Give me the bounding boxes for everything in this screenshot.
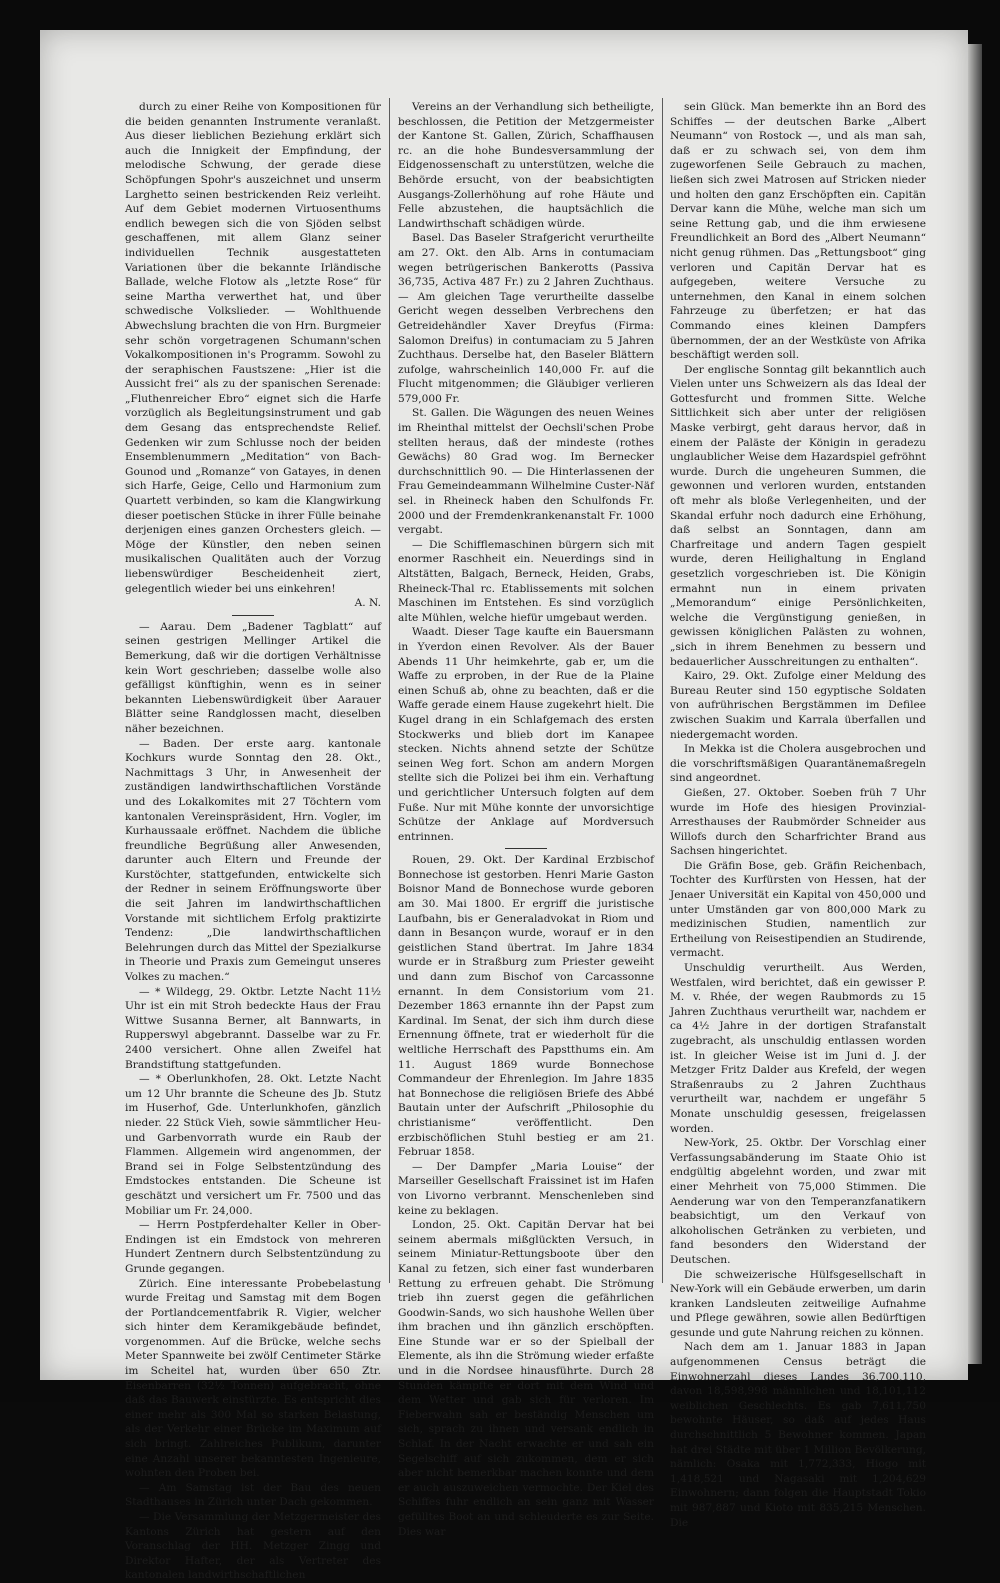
paragraph: — Baden. Der erste aarg. kantonale Kochkurs wurde Sonntag den 28. Okt., Nachmittags 3 Uhr, in Anwesenheit der zuständigen landwirthschaftlichen Vorstände und des Lokalkomites mit 27 Töchtern vom kantonalen Vereinspräsident, Hrn. Vogler, im Kurhaussaale eröffnet. Nachdem die übliche freundliche Begrüßung aller Anwesenden, darunter auch Eltern und Freunde der Kurstöchter, stattgefunden, entwickelte sich der Redner in seinem Eröffnungsworte über die seit Jahren im landwirthschaftlichen Vorstande mit sichtlichem Erfolg praktizirte Tendenz: „Die landwirthschaftlichen Belehrungen durch das Mittel der Spezialkurse in Theorie und Praxis zum Gemeingut unseres Volkes zu machen.“ [125,737,381,984]
paragraph: Rouen, 29. Okt. Der Kardinal Erzbischof Bonnechose ist gestorben. Henri Marie Gaston Boisnor Mand de Bonnechose wurde geboren am 30. Mai 1800. Er ergriff die juristische Laufbahn, bis er Generaladvokat in Riom und dann in Besançon wurde, worauf er in den geistlichen Stand übertrat. Im Jahre 1834 wurde er in Straßburg zum Priester geweiht und dann zum Bischof von Carcassonne ernannt. In dem Consistorium vom 21. Dezember 1863 ernannte ihn der Papst zum Kardinal. Im Senat, der sich ihm durch diese Ernennung öffnete, trat er wiederholt für die weltliche Herrschaft des Papstthums ein. Am 11. August 1869 wurde Bonnechose Commandeur der Ehrenlegion. Im Jahre 1835 hat Bonnechose die religiösen Briefe des Abbé Bautain unter der Aufschrift „Philosophie du christianisme“ veröffentlicht. Den erzbischöflichen Stuhl bestieg er am 21. Februar 1858. [398,854,654,1159]
paragraph: — Der Dampfer „Maria Louise“ der Marseiller Gesellschaft Fraissinet ist im Hafen von Livorno verbrannt. Menschenleben sind keine zu beklagen. [398,1160,654,1217]
paragraph: St. Gallen. Die Wägungen des neuen Weines im Rheinthal mittelst der Oechsli'schen Probe stellten heraus, daß der mindeste (rothes Gewächs) 80 Grad wog. Im Bernecker durchschnittlich 90. — Die Hinterlassenen der Frau Gemeindeammann Wilhelmine Custer-Näf sel. in Rheineck haben den Schulfonds Fr. 2000 und der Fremdenkrankenanstalt Fr. 1000 vergabt. [398,407,654,537]
separator [232,615,274,616]
paragraph: — Am Samstag ist der Bau des neuen Stadthauses in Zürich unter Dach gekommen. [125,1481,381,1509]
paragraph: Zürich. Eine interessante Probebelastung wurde Freitag und Samstag mit dem Bogen der Portlandcementfabrik R. Vigier, welcher sich hinter dem Keramikgebäude befindet, vorgenommen. Auf die Brücke, welche sechs Meter Spannweite bei zwölf Centimeter Stärke im Scheitel hat, wurden über 650 Ztr. Eisenbarren (32½ Tonnen) aufgebracht, ohne daß das Bauwerk einstürzte. Es entspricht dies einer mehr als 300 Mal so starken Belastung, als der Verkehr einer Brücke im Maximum auf sich bringt. Zahlreiches Publikum, darunter eine Anzahl unserer bekanntesten Ingenieure, wohnten den Proben bei. [125,1277,381,1480]
signature: A. N. [354,597,381,610]
paragraph: Nach dem am 1. Januar 1883 in Japan aufgenommenen Census beträgt die Einwohnerzahl dieses Landes 36,700,110, davon 18,598,998 männlichen und 18,101,112 weiblichen Geschlechts. Es gab 7,611,750 bewohnte Häuser, so daß auf jedes Haus durchschnittlich 5 Bewohner kommen. Japan hat drei Städte mit über 1 Million Bevölkerung, nämlich: Osaka mit 1,772,333, Hiogo mit 1,418,521 und Nagasaki mit 1,204,629 Einwohnern; dann folgen die Hauptstadt Tokio mit 987,887 und Kioto mit 835,215 Menschen. Die [670,1341,926,1529]
paragraph: Gießen, 27. Oktober. Soeben früh 7 Uhr wurde im Hofe des hiesigen Provinzial-Arresthauses der Raubmörder Schneider aus Willofs durch den Scharfrichter Brand aus Sachsen hingerichtet. [670,786,926,858]
paragraph: Der englische Sonntag gilt bekanntlich auch Vielen unter uns Schweizern als das Ideal der Gottesfurcht und frommen Sitte. Welche Sittlichkeit sich aber unter der religiösen Maske verbirgt, geht daraus hervor, daß in einem der Paläste der Königin in geradezu unglaublicher Weise dem Hazardspiel gefröhnt wurde. Durch die ungeheuren Summen, die gewonnen und verloren wurden, entstanden oft mehr als bloße Verlegenheiten, und der Skandal erfuhr noch dadurch eine Erhöhung, daß selbst an Sonntagen, dann am Charfreitage und andern Tagen gespielt wurde, deren Heilighaltung in England gesetzlich vorgeschrieben ist. Die Königin ermahnt nun in einem privaten „Memorandum“ einige Persönlichkeiten, welche die Vergünstigung genießen, in gewissen königlichen Palästen zu wohnen, „sich in ihrem Benehmen zu bessern und bedauerlicher Ausschreitungen zu enthalten“. [670,363,926,668]
paragraph: New-York, 25. Oktbr. Der Vorschlag einer Verfassungsabänderung im Staate Ohio ist endgültig abgelehnt worden, und zwar mit einer Mehrheit von 75,000 Stimmen. Die Aenderung war von den Temperanzfanatikern beabsichtigt, um den Verkauf von alkoholischen Getränken zu verbieten, und fand besonders den Widerstand der Deutschen. [670,1137,926,1266]
paragraph: — Aarau. Dem „Badener Tagblatt“ auf seinen gestrigen Mellinger Artikel die Bemerkung, daß wir die dortigen Verhältnisse kein Wort geschrieben; dasselbe wolle also gefälligst künftighin, wenn es in seiner bekannten Liebenswürdigkeit über Aarauer Blätter seine Randglossen macht, dieselben näher bezeichnen. [125,620,381,735]
paragraph: — Die Schifflemaschinen bürgern sich mit enormer Raschheit ein. Neuerdings sind in Altstätten, Balgach, Berneck, Heiden, Grabs, Rheineck-Thal rc. Etablissements mit solchen Maschinen im Entstehen. Es sind vorzüglich alte Mühlen, welche hiefür umgebaut werden. [398,538,654,624]
paragraph: Unschuldig verurtheilt. Aus Werden, Westfalen, wird berichtet, daß ein gewisser P. M. v. Rhée, der wegen Raubmords zu 15 Jahren Zuchthaus verurtheilt war, nachdem er ca 4½ Jahre in der dortigen Strafanstalt zugebracht, als unschuldig entlassen worden ist. In gleicher Weise ist im Juni d. J. der Metzger Fritz Dalder aus Krefeld, der wegen Straßenraubs zu 2 Jahren Zuchthaus verurtheilt war, nachdem er ungefähr 5 Monate unschuldig gesessen, freigelassen worden. [670,962,926,1135]
paragraph: — Herrn Postpferdehalter Keller in Ober-Endingen ist ein Emdstock von mehreren Hundert Zentnern durch Selbstentzündung zu Grunde gegangen. [125,1219,381,1275]
column-rule-2 [662,98,663,1283]
column-3 [670,100,926,1529]
paragraph: Basel. Das Baseler Strafgericht verurtheilte am 27. Okt. den Alb. Arns in contumaciam wegen betrügerischen Bankerotts (Passiva 36,735, Activa 487 Fr.) zu 2 Jahren Zuchthaus. — Am gleichen Tage verurtheilte dasselbe Gericht wegen desselben Verbrechens den Getreidehändler Xaver Dreyfus (Firma: Salomon Dreifus) in contumaciam zu 5 Jahren Zuchthaus. Derselbe hat, den Baseler Blättern zufolge, wahrscheinlich 140,000 Fr. auf die Flucht mitgenommen; die Gläubiger verlieren 579,000 Fr. [398,232,654,405]
paragraph: In Mekka ist die Cholera ausgebrochen und die vorschriftsmäßigen Quarantänemaßregeln sind angeordnet. [670,743,926,785]
column-1 [125,100,381,1582]
column-2 [398,100,654,1538]
paragraph: — * Oberlunkhofen, 28. Okt. Letzte Nacht um 12 Uhr brannte die Scheune des Jb. Stutz im Huserhof, Gde. Unterlunkhofen, gänzlich nieder. 22 Stück Vieh, sowie sämmtlicher Heu- und Garbenvorrath wurde ein Raub der Flammen. Allgemein wird angenommen, der Brand sei in Folge Selbstentzündung des Emdstockes entstanden. Die Scheune ist geschätzt und versichert um Fr. 7500 und das Mobiliar um Fr. 24,000. [125,1073,381,1217]
paragraph: Die schweizerische Hülfsgesellschaft in New-York will ein Gebäude erwerben, um darin kranken Landsleuten zeitweilige Aufnahme und Pflege gewähren, sowie allen Bedürftigen gesunde und gute Nahrung reichen zu können. [670,1268,926,1339]
paragraph: London, 25. Okt. Capitän Dervar hat bei seinem abermals mißglückten Versuch, in seinem Miniatur-Rettungsboote über den Kanal zu fetzen, sich einer fast wunderbaren Rettung zu erfreuen gehabt. Die Strömung trieb ihn zuerst gegen die gefährlichen Goodwin-Sands, wo sich haushohe Wellen über ihm brachen und ihn gänzlich erschöpften. Eine Stunde war er so der Spielball der Elemente, als ihn die Strömung wieder erfaßte und in die Nordsee hinausführte. Durch 28 Stunden kämpfte er dort mit dem Wind und dem Wetter und gab sich für verloren. Im Fieberwahn sah er beständig Menschen um sich, sprach zu ihnen und versank endlich in Schlaf. In der Nacht erwachte er und sah ein Segelschiff auf sich zukommen, dem er sich aber nicht bemerkbar machen konnte und dem er auch auszuweichen vermochte. Der Kiel des Schiffes fuhr endlich an sein ganz mit Wasser gefülltes Boot an und schleuderte es zur Seite. Dies war [398,1219,654,1538]
paragraph: sein Glück. Man bemerkte ihn an Bord des Schiffes — der deutschen Barke „Albert Neumann“ von Rostock —, und als man sah, daß er zu schwach sei, von dem ihm zugeworfenen Seile Gebrauch zu machen, ließen sich zwei Matrosen auf Stricken nieder und holten den ganz Erschöpften ein. Capitän Dervar kann die Mühe, welche man sich um seine Rettung gab, und die ihm erwiesene Freundlichkeit an Bord des „Albert Neumann“ nicht genug rühmen. Das „Rettungsboot“ ging verloren und Capitän Dervar hat es aufgegeben, weitere Versuche zu unternehmen, den Kanal in einem solchen Fahrzeuge zu überfetzen; er hat das Commando eines kleinen Dampfers übernommen, der an der Westküste von Afrika beschäftigt werden soll. [670,101,926,362]
paragraph: Vereins an der Verhandlung sich betheiligte, beschlossen, die Petition der Metzgermeister der Kantone St. Gallen, Zürich, Schaffhausen rc. an die hohe Bundesversammlung der Eidgenossenschaft zu unterstützen, welche die Behörde ersucht, von der beabsichtigten Ausgangs-Zollerhöhung auf rohe Häute und Felle abzustehen, die hauptsächlich die Landwirthschaft schädigen würde. [398,101,654,230]
column-rule-1 [389,98,390,1283]
paragraph: Waadt. Dieser Tage kaufte ein Bauersmann in Yverdon einen Revolver. Als der Bauer Abends 11 Uhr heimkehrte, gab er, um die Waffe zu erproben, in der Rue de la Plaine einen Schuß ab, ohne zu beachten, daß er die Waffe gerade einem Hause zugekehrt hielt. Die Kugel drang in ein Schlafgemach des ersten Stockwerks und blieb dort im Kanapee stecken. Nichts ahnend setzte der Schütze seinen Weg fort. Schon am andern Morgen stellte sich die Polizei bei ihm ein. Verhaftung und gerichtlicher Untersuch folgten auf dem Fuße. Nur mit Mühe konnte der unvorsichtige Schütze der Anklage auf Mordversuch entrinnen. [398,626,654,843]
paragraph: Die Gräfin Bose, geb. Gräfin Reichenbach, Tochter des Kurfürsten von Hessen, hat der Jenaer Universität ein Kapital von 450,000 und unter Umständen gar von 800,000 Mark zu medizinischen Studien, namentlich zur Ertheilung von Reisestipendien an Studirende, vermacht. [670,859,926,960]
paragraph: Kairo, 29. Okt. Zufolge einer Meldung des Bureau Reuter sind 150 egyptische Soldaten von aufrührischen Bergstämmen im Defilee zwischen Suakim und Karrala überfallen und niedergemacht worden. [670,670,926,741]
page-edge [968,44,982,1364]
paragraph: durch zu einer Reihe von Kompositionen für die beiden genannten Instrumente veranlaßt. Aus dieser lieblichen Beziehung erklärt sich auch die Innigkeit der Empfindung, der melodische Schwung, der gerade diese Schöpfungen Spohr's auszeichnet und unserm Larghetto seinen bestrickenden Reiz verleiht. Auf dem Gebiet modernen Virtuosenthums endlich bewegen sich die von Sjöden selbst geschaffenen, mit allem Glanz seiner individuellen Technik ausgestatteten Variationen über die bekannte Irländische Ballade, welche Flotow als „letzte Rose“ für seine Martha verwerthet hat, und über schwedische Volkslieder. — Wohlthuende Abwechslung brachten die von Hrn. Burgmeier sehr schön vorgetragenen Schumann'schen Vokalkompositionen in's Programm. Sowohl zu der seraphischen Faustszene: „Hier ist die Aussicht frei“ als zu der spanischen Serenade: „Fluthenreicher Ebro“ eignet sich die Harfe vorzüglich als Begleitungsinstrument und gab dem Gesang das entsprechendste Relief. Gedenken wir zum Schlusse noch der beiden Ensemblenummern „Meditation“ von Bach-Gounod und „Romanze“ von Gatayes, in denen sich Harfe, Geige, Cello und Harmonium zum Quartett verbinden, so kam die Klangwirkung dieser poetischen Stücke in ihrer Fülle beinahe derjenigen eines ganzen Orchesters gleich. — Möge der Künstler, den neben seinen musikalischen Qualitäten auch der Vorzug liebenswürdiger Bescheidenheit ziert, gelegentlich wieder bei uns einkehren! [125,101,381,595]
paragraph: — Die Versammlung der Metzgermeister des Kantons Zürich hat gestern auf den Voranschlag der HH. Metzger Zingg und Direktor Hafter, der als Vertreter des kantonalen landwirthschaftlichen [125,1511,381,1582]
paragraph: — * Wildegg, 29. Oktbr. Letzte Nacht 11½ Uhr ist ein mit Stroh bedeckte Haus der Frau Wittwe Susanna Berner, alt Bannwarts, in Rupperswyl abgebrannt. Dasselbe war zu Fr. 2400 versichert. Ohne allen Zweifel hat Brandstiftung stattgefunden. [125,985,381,1071]
separator [505,848,547,849]
